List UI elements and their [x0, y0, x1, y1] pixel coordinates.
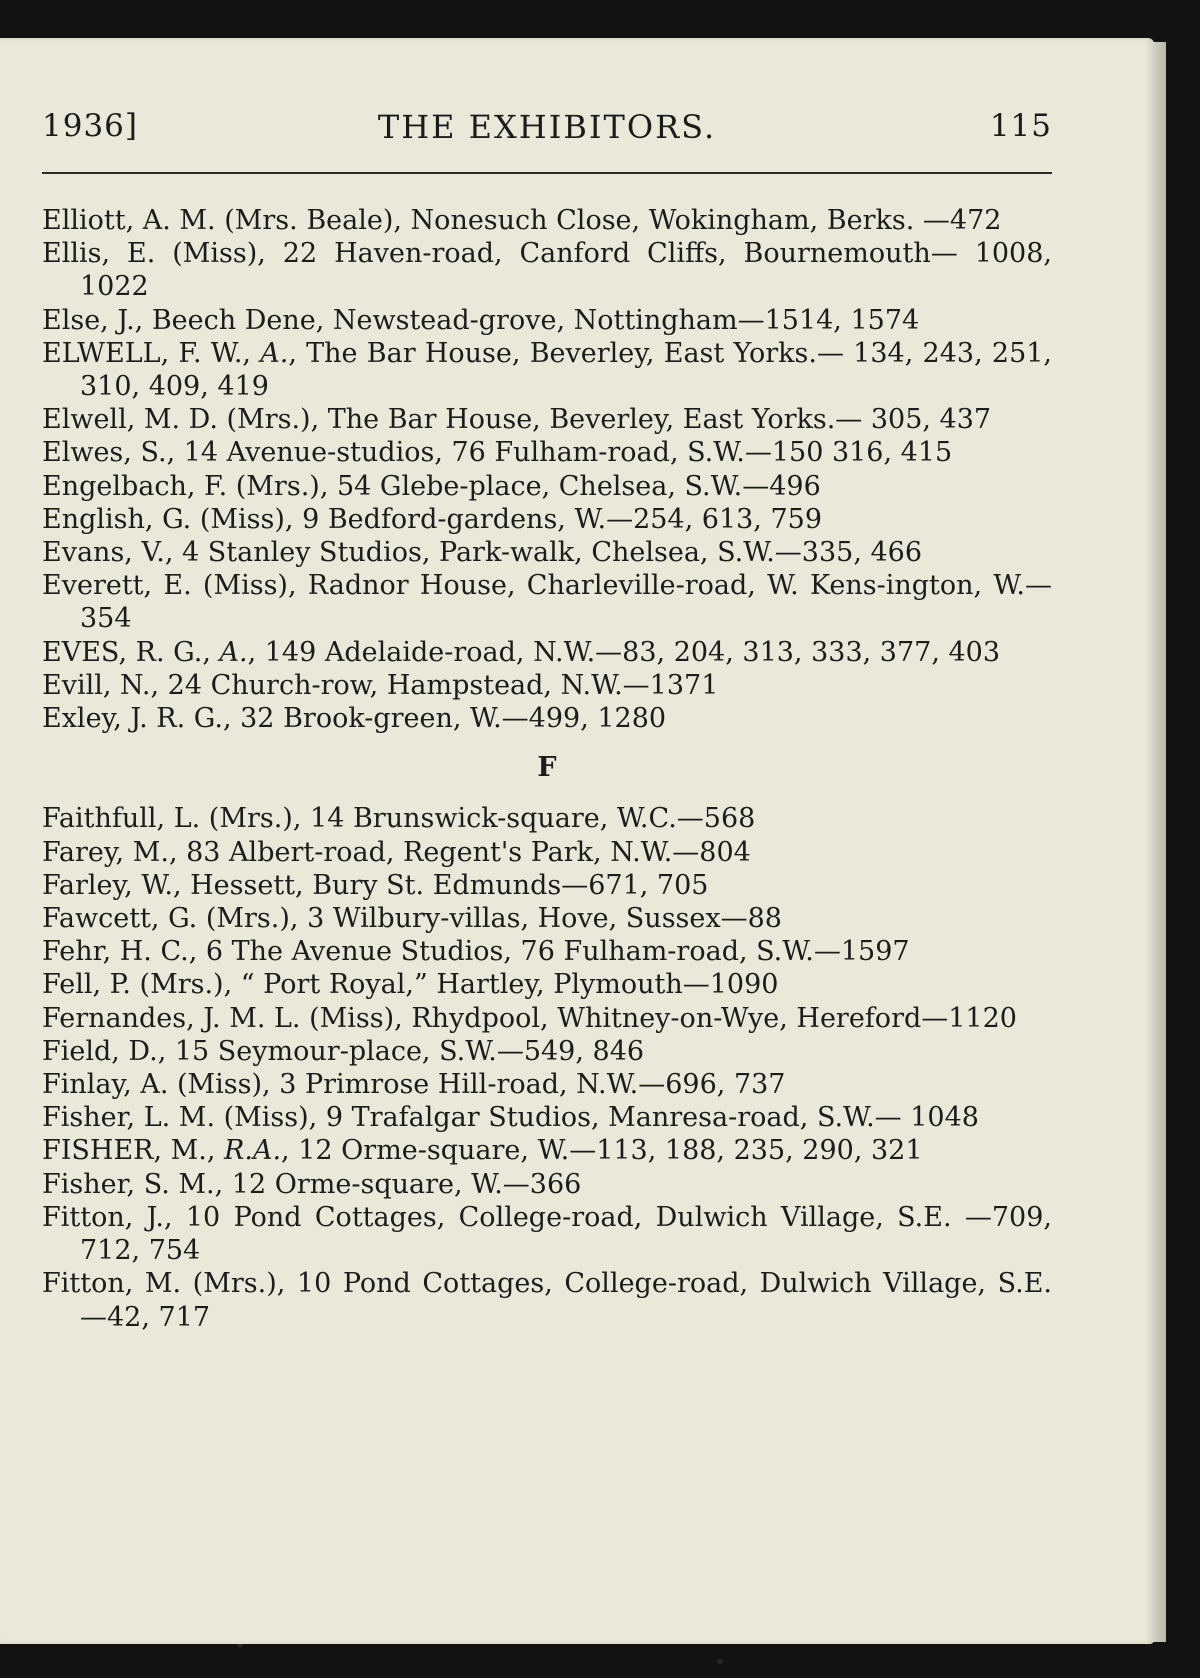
exhibitor-name: Else, J. — [42, 304, 135, 336]
exhibitor-entry — [42, 403, 1052, 436]
year-marker: 1936] — [42, 108, 138, 144]
exhibitor-entry — [42, 569, 1052, 635]
entries-f — [42, 802, 1052, 1333]
exhibitor-details: (Mrs. Beale), Nonesuch Close, Wokingham, Berks. —472 — [215, 205, 1002, 236]
exhibitor-details: , 24 Church-row, Hampstead, N.W.—1371 — [150, 669, 719, 701]
exhibitor-details: , 15 Seymour-place, S.W.—549, 846 — [157, 1035, 645, 1067]
exhibitor-details: , The Bar House, Beverley, East Yorks.— 134, 243, 251, 310, 409, 419 — [80, 337, 1053, 403]
exhibitor-details: (Miss), 9 Trafalgar Studios, Manresa-road, S.W.— 1048 — [215, 1102, 979, 1134]
exhibitor-details: , 14 Avenue-studios, 76 Fulham-road, S.W.—150 316, 415 — [166, 437, 953, 469]
exhibitor-name: Field, D. — [42, 1035, 158, 1067]
exhibitor-name: Fitton, J. — [42, 1201, 164, 1233]
academy-title: A. — [260, 337, 289, 369]
exhibitor-details: , 12 Orme-square, W.—113, 188, 235, 290, 321 — [281, 1135, 923, 1167]
exhibitor-name: Finlay, A. — [42, 1069, 169, 1101]
exhibitor-entry — [42, 1201, 1052, 1267]
academy-title: R.A. — [224, 1135, 282, 1167]
exhibitor-entry — [42, 968, 1052, 1001]
exhibitor-details: (Miss), 9 Bedford-gardens, W.—254, 613, 759 — [191, 503, 823, 535]
exhibitor-name: Faithfull, L. — [42, 803, 201, 835]
exhibitor-details: (Miss), Rhydpool, Whitney-on-Wye, Hereford—1120 — [300, 1002, 1017, 1034]
exhibitor-list — [42, 204, 1052, 1334]
exhibitor-entry — [42, 503, 1052, 536]
exhibitor-details: , 4 Stanley Studios, Park-walk, Chelsea, S.W.—335, 466 — [164, 537, 923, 569]
exhibitor-entry — [42, 237, 1052, 303]
exhibitor-entry — [42, 836, 1052, 869]
exhibitor-name: EVES, R. G. — [42, 636, 203, 668]
exhibitor-entry — [42, 470, 1052, 503]
exhibitor-entry — [42, 935, 1052, 968]
exhibitor-name: Fisher, L. M. — [42, 1102, 216, 1134]
exhibitor-details: , 6 The Avenue Studios, 76 Fulham-road, S.W.—1597 — [188, 936, 910, 968]
exhibitor-details: (Miss), 3 Primrose Hill-road, N.W.—696, 737 — [168, 1069, 786, 1101]
exhibitor-entry — [42, 1168, 1052, 1201]
exhibitor-entry — [42, 536, 1052, 569]
exhibitor-entry — [42, 1267, 1052, 1333]
exhibitor-name: Fitton, M. — [42, 1268, 182, 1300]
exhibitor-entry — [42, 1035, 1052, 1068]
exhibitor-entry — [42, 902, 1052, 935]
exhibitor-name: Fawcett, G. — [42, 903, 198, 935]
exhibitor-name: ELWELL, F. W. — [42, 337, 243, 369]
exhibitor-name: FISHER, M. — [42, 1135, 207, 1167]
exhibitor-details: (Mrs.), 54 Glebe-place, Chelsea, S.W.—496 — [227, 470, 821, 502]
exhibitor-name: Evill, N. — [42, 669, 151, 701]
exhibitor-name: Elliott, A. M. — [42, 205, 216, 236]
exhibitor-entry — [42, 869, 1052, 902]
entries-e — [42, 204, 1052, 735]
exhibitor-name: Exley, J. R. G. — [42, 703, 223, 735]
exhibitor-details: , 32 Brook-green, W.—499, 1280 — [222, 703, 667, 735]
exhibitor-entry: ELWELL, F. W., A., The Bar House, Beverley, East Yorks.— 134, 243, 251, 310, 409, 419 — [42, 337, 1053, 403]
exhibitor-name: Fehr, H. C. — [42, 936, 189, 968]
exhibitor-details: , 149 Adelaide-road, N.W.—83, 204, 313, 333, 377, 403 — [247, 636, 1001, 668]
academy-title: A. — [219, 636, 248, 668]
exhibitor-name: Ellis, E. — [42, 238, 156, 270]
exhibitor-name: Farley, W. — [42, 869, 173, 901]
exhibitor-details: , 12 Orme-square, W.—366 — [214, 1168, 582, 1200]
exhibitor-details: , 83 Albert-road, Regent's Park, N.W.—804 — [168, 836, 751, 868]
exhibitor-details: (Mrs.), 14 Brunswick-square, W.C.—568 — [200, 803, 756, 835]
exhibitor-entry — [42, 1068, 1052, 1101]
exhibitor-entry: EVES, R. G., A., 149 Adelaide-road, N.W.—83, 204, 313, 333, 377, 403 — [42, 636, 1001, 668]
exhibitor-details: (Mrs.), 3 Wilbury-villas, Hove, Sussex—88 — [197, 903, 782, 935]
exhibitor-name: Farey, M. — [42, 836, 169, 868]
exhibitor-entry — [42, 1002, 1052, 1035]
exhibitor-name: Everett, E. — [42, 570, 192, 602]
exhibitor-entry — [42, 802, 1052, 835]
page-number: 115 — [989, 108, 1052, 144]
exhibitor-details: , Beech Dene, Newstead-grove, Nottingham—1514, 1574 — [134, 304, 920, 336]
exhibitor-name: Fernandes, J. M. L. — [42, 1002, 301, 1034]
exhibitor-name: Elwes, S. — [42, 437, 167, 469]
exhibitor-name: Fisher, S. M. — [42, 1168, 215, 1200]
exhibitor-details: , 10 Pond Cottages, College-road, Dulwich Village, S.E. —709, 712, 754 — [80, 1201, 1052, 1267]
exhibitor-details: (Mrs.), “ Port Royal,” Hartley, Plymouth—1090 — [130, 969, 779, 1001]
page-title: THE EXHIBITORS. — [377, 108, 717, 146]
exhibitor-name: English, G. — [42, 503, 192, 535]
exhibitor-entry — [42, 436, 1052, 469]
exhibitor-name: Elwell, M. D. — [42, 404, 218, 436]
section-heading: F — [537, 752, 557, 784]
exhibitor-entry — [42, 204, 1052, 237]
exhibitor-entry — [42, 669, 1052, 702]
exhibitor-details: (Miss), 22 Haven-road, Canford Cliffs, Bournemouth— 1008, 1022 — [80, 238, 1052, 303]
exhibitor-name: Fell, P. — [42, 969, 131, 1001]
exhibitor-details: (Miss), Radnor House, Charleville-road, W. Kens-ington, W.—354 — [80, 570, 1052, 635]
exhibitor-entry — [42, 304, 1052, 337]
exhibitor-details: (Mrs.), The Bar House, Beverley, East Yorks.— 305, 437 — [217, 404, 992, 436]
exhibitor-name: Evans, V. — [42, 537, 165, 569]
running-head — [42, 108, 1052, 158]
exhibitor-details: (Mrs.), 10 Pond Cottages, College-road, Dulwich Village, S.E.—42, 717 — [80, 1268, 1052, 1333]
exhibitor-details: , Hessett, Bury St. Edmunds—671, 705 — [172, 869, 709, 901]
exhibitor-name: Engelbach, F. — [42, 470, 228, 502]
header-rule — [42, 172, 1052, 174]
exhibitor-entry — [42, 702, 1052, 735]
exhibitor-entry — [42, 1101, 1052, 1134]
exhibitor-entry: FISHER, M., R.A., 12 Orme-square, W.—113, 188, 235, 290, 321 — [42, 1135, 923, 1167]
